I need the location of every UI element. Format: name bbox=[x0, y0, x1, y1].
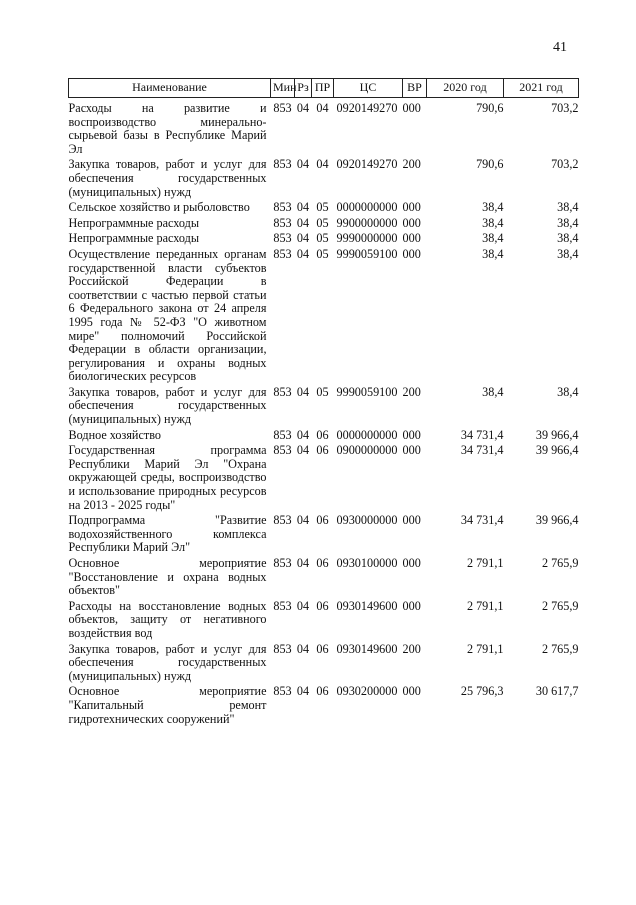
table-row bbox=[69, 232, 579, 248]
row-name: Закупка товаров, работ и услуг для обеспечения государственных (муниципальных) нужд bbox=[68, 384, 267, 427]
row-min: 853 bbox=[273, 231, 292, 246]
row-pr: 04 bbox=[316, 157, 329, 172]
header-min: Мин bbox=[271, 79, 295, 98]
row-value-2021: 2 765,9 bbox=[541, 556, 579, 570]
row-vr: 000 bbox=[402, 231, 421, 246]
row-min: 853 bbox=[273, 246, 292, 261]
row-cs: 0930000000 bbox=[336, 513, 398, 528]
row-value-2020: 34 731,4 bbox=[460, 443, 504, 458]
table-row bbox=[69, 248, 579, 386]
row-rz: 04 bbox=[296, 427, 310, 442]
row-cs: 0000000000 bbox=[336, 427, 398, 442]
row-name: Государственная программа Республики Марий Эл "Охрана окружающей среды, воспроизводство и использование природных ресурсов на 2013 - 2025 годы" bbox=[68, 443, 267, 512]
row-value-2020: 790,6 bbox=[476, 157, 504, 172]
row-cs: 0930149600 bbox=[336, 598, 398, 613]
row-value-2020: 34 731,4 bbox=[460, 513, 504, 528]
row-value-2020: 2 791,1 bbox=[466, 556, 504, 570]
table-body bbox=[69, 98, 579, 729]
row-value-2021: 703,2 bbox=[551, 157, 579, 172]
row-pr: 06 bbox=[316, 513, 329, 528]
row-min: 853 bbox=[273, 157, 292, 172]
row-cs: 0930149600 bbox=[336, 641, 398, 656]
table-row bbox=[69, 514, 579, 557]
row-min: 853 bbox=[273, 641, 292, 656]
row-pr: 06 bbox=[316, 427, 329, 442]
table-row bbox=[69, 158, 579, 201]
row-pr: 05 bbox=[316, 200, 329, 215]
header-rz: Рз bbox=[295, 79, 312, 98]
header-name: Наименование bbox=[69, 79, 271, 98]
row-vr: 000 bbox=[402, 443, 421, 458]
header-vr: ВР bbox=[403, 79, 427, 98]
header-row bbox=[69, 79, 579, 98]
row-rz: 04 bbox=[296, 513, 310, 528]
row-vr: 000 bbox=[402, 101, 421, 115]
row-rz: 04 bbox=[296, 443, 310, 458]
table-row bbox=[69, 600, 579, 643]
row-value-2021: 30 617,7 bbox=[535, 684, 579, 699]
row-vr: 200 bbox=[402, 157, 421, 172]
row-vr: 000 bbox=[402, 215, 421, 230]
row-pr: 06 bbox=[316, 684, 329, 699]
row-value-2020: 38,4 bbox=[482, 200, 504, 215]
row-pr: 04 bbox=[316, 101, 329, 115]
row-vr: 000 bbox=[402, 513, 421, 528]
row-vr: 200 bbox=[402, 384, 421, 399]
row-value-2021: 2 765,9 bbox=[541, 641, 579, 656]
row-name: Основное мероприятие "Восстановление и охрана водных объектов" bbox=[68, 556, 267, 598]
row-pr: 06 bbox=[316, 598, 329, 613]
row-value-2020: 790,6 bbox=[476, 101, 504, 115]
row-vr: 000 bbox=[402, 427, 421, 442]
row-name: Закупка товаров, работ и услуг для обеспечения государственных (муниципальных) нужд bbox=[68, 157, 267, 199]
row-pr: 05 bbox=[316, 231, 329, 246]
row-name: Осуществление переданных органам государственной власти субъектов Российской Федерации в соответствии с частью первой статьи 6 Федерального закона от 24 апреля 1995 года № 52-ФЗ "О животном мире" полномочий Российской Федерации в области организации, регулирования и охраны водных биологических ресурсов bbox=[68, 246, 267, 384]
row-cs: 0000000000 bbox=[336, 200, 398, 215]
row-cs: 0900000000 bbox=[336, 443, 398, 458]
row-name: Расходы на восстановление водных объектов, защиту от негативного воздействия вод bbox=[68, 598, 267, 640]
row-name: Непрограммные расходы bbox=[68, 231, 200, 246]
row-cs: 0920149270 bbox=[336, 101, 398, 115]
row-value-2021: 703,2 bbox=[551, 101, 579, 115]
row-value-2020: 38,4 bbox=[482, 215, 504, 230]
row-rz: 04 bbox=[296, 598, 310, 613]
row-value-2021: 39 966,4 bbox=[535, 443, 579, 458]
row-rz: 04 bbox=[296, 157, 310, 172]
row-vr: 000 bbox=[402, 598, 421, 613]
row-rz: 04 bbox=[296, 200, 310, 215]
row-cs: 0920149270 bbox=[336, 157, 398, 172]
row-min: 853 bbox=[273, 556, 292, 570]
row-min: 853 bbox=[273, 215, 292, 230]
row-value-2021: 39 966,4 bbox=[535, 513, 579, 528]
header-2021: 2021 год bbox=[504, 79, 579, 98]
page-number: 41 bbox=[553, 40, 567, 55]
row-min: 853 bbox=[273, 101, 292, 115]
table-row bbox=[69, 557, 579, 600]
row-rz: 04 bbox=[296, 384, 310, 399]
row-rz: 04 bbox=[296, 215, 310, 230]
row-value-2020: 38,4 bbox=[482, 246, 504, 261]
row-rz: 04 bbox=[296, 101, 310, 115]
header-cs: ЦС bbox=[334, 79, 403, 98]
row-value-2020: 34 731,4 bbox=[460, 427, 504, 442]
row-rz: 04 bbox=[296, 641, 310, 656]
row-pr: 06 bbox=[316, 556, 329, 570]
row-rz: 04 bbox=[296, 556, 310, 570]
row-min: 853 bbox=[273, 200, 292, 215]
table-row bbox=[69, 685, 579, 728]
row-value-2021: 38,4 bbox=[557, 246, 579, 261]
row-name: Основное мероприятие "Капитальный ремонт гидротехнических сооружений" bbox=[68, 684, 267, 726]
row-value-2020: 2 791,1 bbox=[466, 641, 504, 656]
row-value-2021: 38,4 bbox=[557, 231, 579, 246]
row-vr: 000 bbox=[402, 200, 421, 215]
table-header bbox=[69, 79, 579, 98]
row-cs: 9990059100 bbox=[336, 384, 398, 399]
table-row bbox=[69, 217, 579, 233]
row-value-2021: 38,4 bbox=[557, 215, 579, 230]
row-value-2021: 38,4 bbox=[557, 384, 579, 399]
row-min: 853 bbox=[273, 384, 292, 399]
header-2020: 2020 год bbox=[427, 79, 504, 98]
row-value-2021: 2 765,9 bbox=[541, 598, 579, 613]
row-cs: 9990000000 bbox=[336, 231, 398, 246]
row-cs: 0930100000 bbox=[336, 556, 398, 570]
header-pr: ПР bbox=[312, 79, 334, 98]
row-pr: 05 bbox=[316, 246, 329, 261]
row-name: Сельское хозяйство и рыболовство bbox=[68, 200, 250, 215]
row-min: 853 bbox=[273, 427, 292, 442]
row-value-2020: 25 796,3 bbox=[460, 684, 504, 699]
row-min: 853 bbox=[273, 443, 292, 458]
row-vr: 000 bbox=[402, 246, 421, 261]
row-pr: 06 bbox=[316, 641, 329, 656]
row-pr: 05 bbox=[316, 215, 329, 230]
row-cs: 9990059100 bbox=[336, 246, 398, 261]
budget-table bbox=[68, 78, 579, 728]
row-pr: 05 bbox=[316, 384, 329, 399]
row-vr: 200 bbox=[402, 641, 421, 656]
row-value-2020: 2 791,1 bbox=[466, 598, 504, 613]
row-name: Непрограммные расходы bbox=[68, 215, 200, 230]
row-min: 853 bbox=[273, 598, 292, 613]
row-rz: 04 bbox=[296, 231, 310, 246]
row-rz: 04 bbox=[296, 246, 310, 261]
table-row bbox=[69, 386, 579, 429]
table-row bbox=[69, 201, 579, 217]
table-row bbox=[69, 98, 579, 159]
row-name: Водное хозяйство bbox=[68, 427, 161, 442]
row-value-2021: 38,4 bbox=[557, 200, 579, 215]
table-row bbox=[69, 429, 579, 445]
row-value-2020: 38,4 bbox=[482, 231, 504, 246]
row-name: Расходы на развитие и воспроизводство минерально-сырьевой базы в Республике Марий Эл bbox=[68, 101, 267, 156]
row-min: 853 bbox=[273, 684, 292, 699]
row-min: 853 bbox=[273, 513, 292, 528]
row-vr: 000 bbox=[402, 556, 421, 570]
row-value-2021: 39 966,4 bbox=[535, 427, 579, 442]
row-rz: 04 bbox=[296, 684, 310, 699]
row-cs: 0930200000 bbox=[336, 684, 398, 699]
row-value-2020: 38,4 bbox=[482, 384, 504, 399]
row-cs: 9900000000 bbox=[336, 215, 398, 230]
row-name: Закупка товаров, работ и услуг для обеспечения государственных (муниципальных) нужд bbox=[68, 641, 267, 683]
row-name: Подпрограмма "Развитие водохозяйственного комплекса Республики Марий Эл" bbox=[68, 513, 267, 555]
row-pr: 06 bbox=[316, 443, 329, 458]
table-row bbox=[69, 444, 579, 514]
table-row bbox=[69, 643, 579, 686]
row-vr: 000 bbox=[402, 684, 421, 699]
